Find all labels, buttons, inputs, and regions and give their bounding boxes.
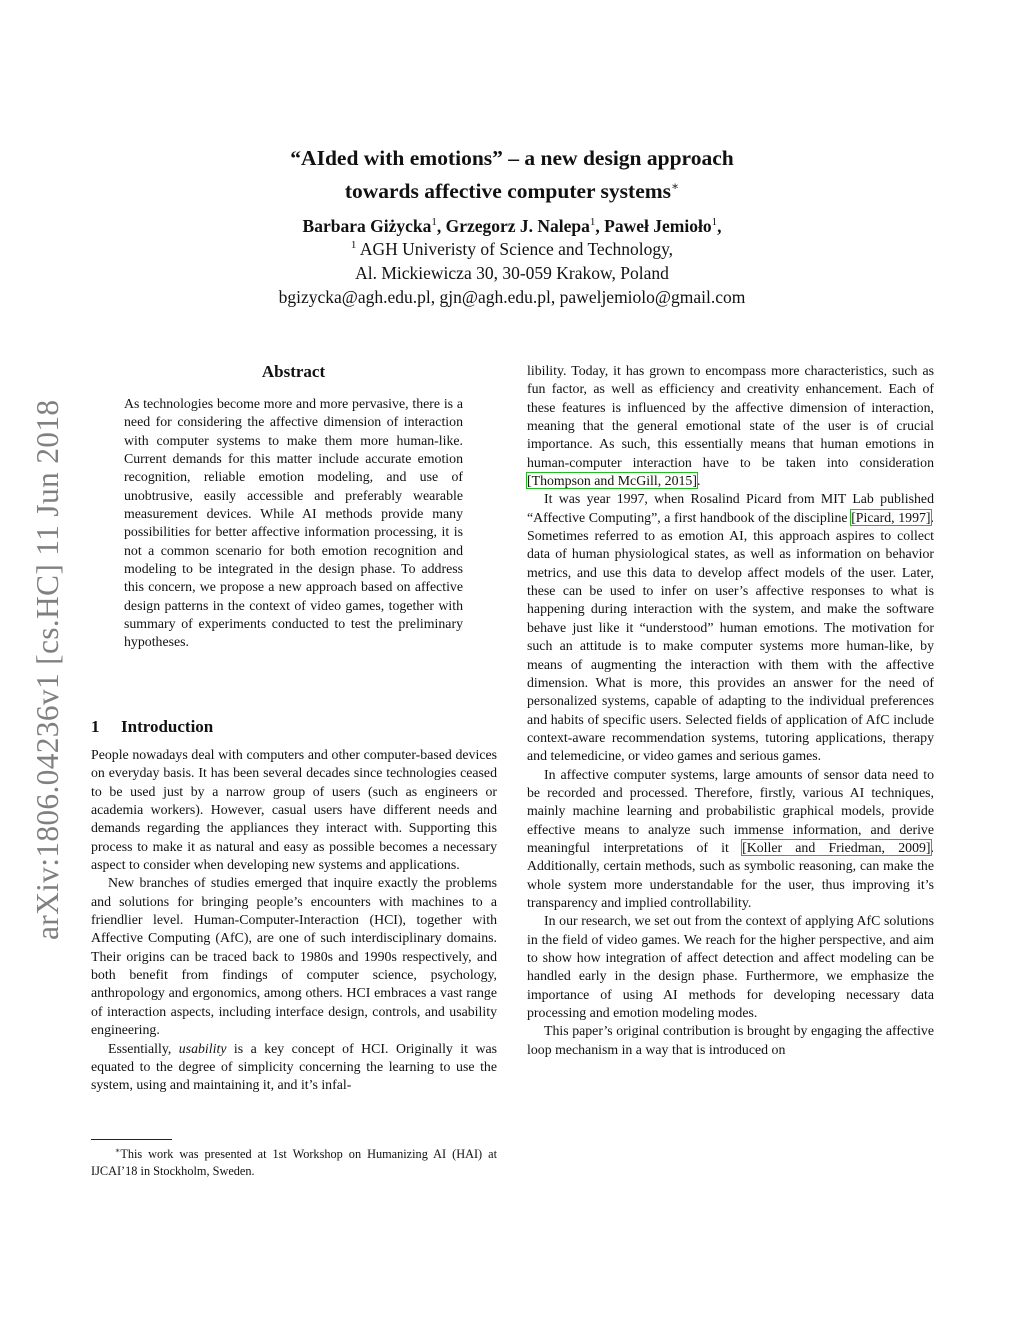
title-line-1: “AIded with emotions” – a new design approach [290, 146, 734, 170]
author-affiliation-marker: 1 [431, 216, 437, 228]
citation-link[interactable]: [Koller and Friedman, 2009] [742, 839, 931, 855]
paper-title [0, 144, 1024, 205]
emphasized-term: usability [178, 1040, 227, 1056]
section-number: 1 [91, 717, 100, 736]
abstract-text: As technologies become more and more pervasive, there is a need for considering the affective dimension of interaction with computer systems to make them more human-like. Current demands for this matter include accurate emotion recognition, reliable emotion modeling, and use of unobtrusive, easily accessible and preferably wearable measurement devices. While AI methods provide many possibilities for better affective information processing, it is not a common scenario for both emotion recognition and modeling to be integrated in the design phase. To address this concern, we propose a new approach based on affective design patterns in the context of video games, together with summary of experiments conducted to test the preliminary hypotheses. [124, 396, 463, 650]
right-column-body [527, 362, 934, 1059]
affiliation-block [0, 233, 1024, 309]
affiliation-institution: AGH Univeristy of Science and Technology, [359, 238, 674, 259]
paragraph: This paper’s original contribution is brought by engaging the affective loop mechanism in a way that is introduced on [527, 1023, 934, 1057]
paragraph [527, 490, 934, 765]
paragraph-text: is a key concept of HCI. Originally it was equated to the degree of simplicity concerning the learning to use the system, using and maintaining it, and it’s infal- [91, 1040, 497, 1093]
footnote [91, 1143, 497, 1179]
paragraph-text: . Additionally, certain methods, such as symbolic reasoning, can make the whole system more understandable for the user, thus improving it’s transparency and implied controllability. [527, 839, 934, 910]
author-affiliation-marker: 1 [711, 216, 718, 228]
author-affiliation-marker: 1 [589, 216, 596, 228]
footnote-marker: ∗ [114, 1146, 121, 1155]
section-title-text: Introduction [121, 717, 214, 736]
author-list: Barbara Giżycka$^1$, Grzegorz J. Nalepa$^1$, Paweł Jemioło$^1$, [302, 215, 722, 236]
paragraph: New branches of studies emerged that inquire exactly the problems and solutions for bringing people’s encounters with machines to a friendlier level. Human-Computer-Interaction (HCI), together with Affective Computing (AfC), are one of such interdisciplinary domains. Their origins can be traced back to 1980s and 1990s respectively, and both benefit from findings of computer science, psychology, anthropology and ergonomics, among others. HCI embraces a vast range of interaction aspects, including interface design, controls, and usability engineering. [91, 875, 497, 1038]
affiliation-line-1 [0, 233, 1024, 261]
paragraph [527, 362, 934, 490]
footnote-text: This work was presented at 1st Workshop on Humanizing AI (HAI) at IJCAI’18 in Stockholm, Sweden. [91, 1147, 497, 1178]
arxiv-identifier: arXiv:1806.04236v1 [cs.HC] 11 Jun 2018 [30, 399, 65, 940]
paragraph [527, 766, 934, 913]
author-name: Grzegorz J. Nalepa [445, 215, 590, 236]
paragraph-text: libility. Today, it has grown to encompass more characteristics, such as fun factor, as well as efficiency and creativity enhancement. Each of these features is influenced by the affective dimension of interaction, meaning that the general emotional state of the user is of crucial importance. As such, this essentially means that human emotions in human-computer interaction have to be taken into consideration [527, 363, 934, 470]
title-line-2 [0, 172, 1024, 205]
title-line-2-text: towards affective computer systems [344, 179, 672, 204]
abstract-heading: Abstract [261, 362, 326, 381]
footnote-rule [91, 1139, 172, 1140]
paragraph: People nowadays deal with computers and other computer-based devices on everyday basis. It has been several decades since technologies ceased to be used just by a narrow group of users (such as engineers or academia workers). However, casual users have different needs and demands regarding the appliances they interact with. Supporting this process to make it as natural and easy as possible becomes a necessary aspect to consider when developing new systems and applications. [91, 747, 497, 873]
paragraph: In our research, we set out from the context of applying AfC solutions in the field of video games. We reach for the higher perspective, and aim to show how integration of affect detection and affect modeling can be handled early in the design phase. Furthermore, we emphasize the importance of using AI methods for developing necessary data processing and emotion modeling modes. [527, 913, 934, 1021]
citation-link[interactable]: [Thompson and McGill, 2015] [527, 473, 697, 489]
paragraph [91, 1040, 497, 1095]
paragraph-text: It was year 1997, when Rosalind Picard from MIT Lab published “Affective Computing”, a first handbook of the discipline [527, 491, 934, 525]
paragraph-text: Essentially, [108, 1040, 179, 1056]
section-heading [91, 716, 501, 738]
citation-link[interactable]: [Picard, 1997] [851, 509, 931, 525]
author-name: Paweł Jemioło [604, 215, 712, 236]
affiliation-address: Al. Mickiewicza 30, 30-059 Krakow, Poland [355, 262, 669, 283]
title-footnote-marker: ∗ [671, 179, 680, 193]
paragraph-text: . Sometimes referred to as emotion AI, this approach aspires to collect data of human physiological states, as well as information on behavior metrics, and use this data to develop affect models of the user. Later, these can be used to infer on user’s affective responses to what is happening during interaction with the system, and make the software behave just like it “understood” human emotions. The motivation for such an attitude is to make computer systems more human-like, by means of augmenting the interaction with them with the affective dimension. What is more, this provides an answer for the need of personalized systems, capable of adapting to the individual preferences and habits of specific users. Selected fields of application of AfC include context-aware recommendation systems, tutoring applications, therapy and telemedicine, or video games and serious games. [527, 509, 934, 764]
left-column-body [91, 746, 497, 1095]
paragraph-text: . [696, 473, 701, 489]
paragraph-text: In affective computer systems, large amounts of sensor data need to be recorded and processed. Therefore, firstly, various AI techniques, mainly machine learning and probabilistic graphical models, provide effective means to analyze such immense information, and derive meaningful interpretations of it [527, 766, 934, 855]
author-name: Barbara Giżycka [302, 215, 432, 236]
affiliation-marker: 1 [350, 239, 357, 251]
author-emails: bgizycka@agh.edu.pl, gjn@agh.edu.pl, paweljemiolo@gmail.com [278, 286, 746, 307]
